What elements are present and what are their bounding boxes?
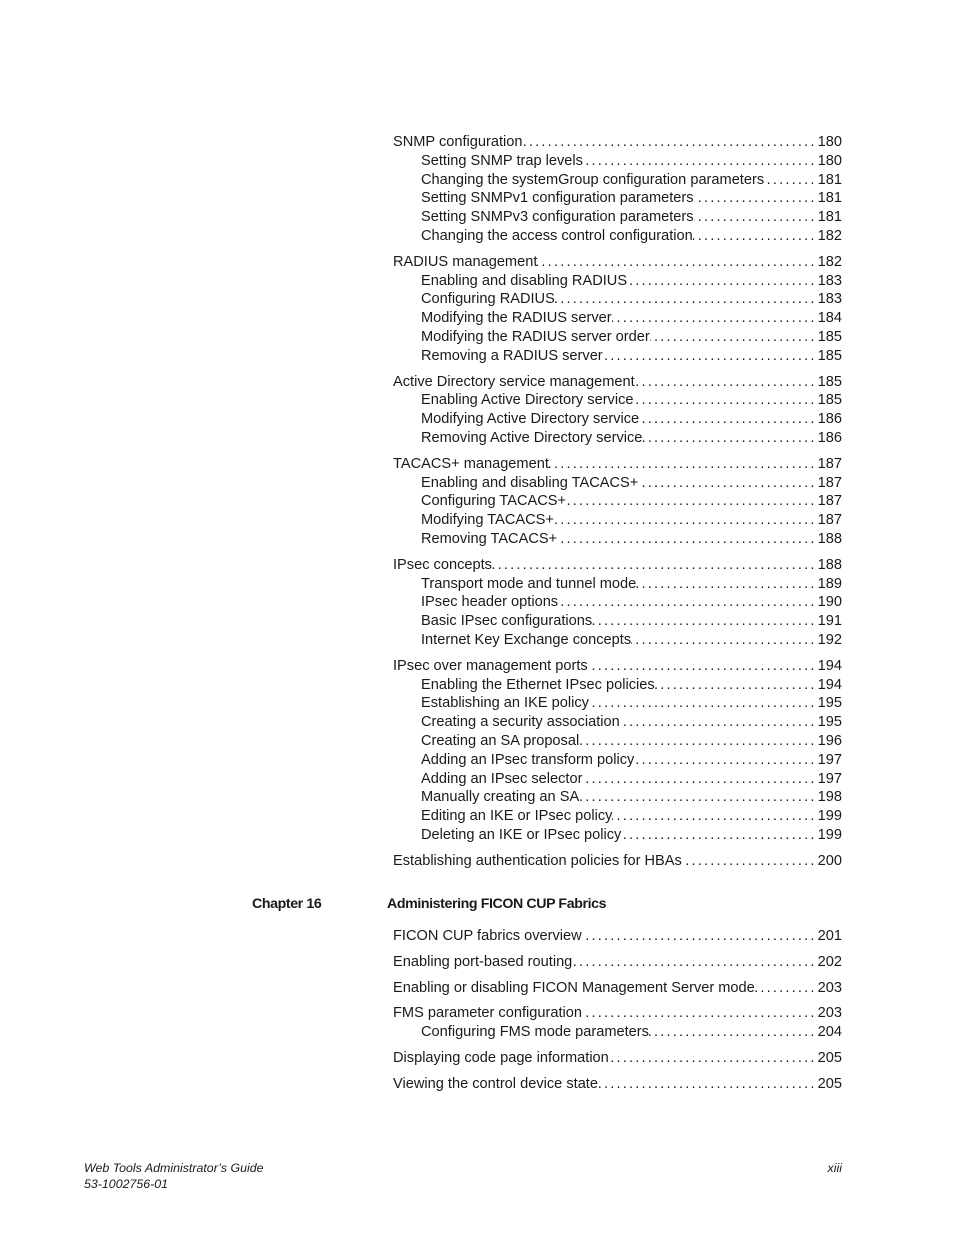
toc-subentry[interactable]	[393, 713, 842, 732]
entry-title: IPsec header options	[421, 594, 559, 611]
entry-title: Internet Key Exchange concepts	[421, 631, 632, 648]
toc-subentry[interactable]	[393, 328, 842, 347]
toc-subentry[interactable]	[393, 474, 842, 493]
entry-title: Changing the systemGroup configuration parameters	[421, 171, 765, 188]
dot-leader	[642, 429, 817, 448]
entry-title: Deleting an IKE or IPsec policy	[421, 826, 622, 843]
toc-subentry[interactable]	[393, 171, 842, 190]
entry-title: Creating an SA proposal	[421, 732, 580, 749]
entry-title: Basic IPsec configurations	[421, 613, 593, 630]
entry-page-number: 185	[817, 373, 842, 390]
toc-subentry[interactable]	[393, 807, 842, 826]
toc-subentry[interactable]	[393, 152, 842, 171]
entry-title: Establishing authentication policies for HBAs	[393, 852, 682, 869]
toc-entry[interactable]	[393, 556, 842, 575]
entry-page-number: 187	[817, 474, 842, 491]
dot-leader	[588, 657, 818, 676]
entry-title: Creating a security association	[421, 714, 620, 731]
entry-page-number: 200	[817, 852, 842, 869]
entry-title: Setting SNMP trap levels	[421, 152, 583, 169]
toc-group	[393, 852, 842, 871]
toc-subentry[interactable]	[393, 429, 842, 448]
dot-leader	[537, 253, 817, 272]
dot-leader	[639, 410, 817, 429]
entry-page-number: 199	[817, 826, 842, 843]
dot-leader	[549, 455, 818, 474]
entry-page-number: 196	[817, 732, 842, 749]
dot-leader	[598, 1075, 818, 1094]
entry-title: Configuring FMS mode parameters	[421, 1024, 649, 1041]
entry-title: Modifying the RADIUS server	[421, 310, 612, 327]
dot-leader	[579, 788, 817, 807]
entry-page-number: 181	[817, 190, 842, 207]
dot-leader	[589, 694, 818, 713]
entry-page-number: 186	[817, 429, 842, 446]
entry-page-number: 203	[817, 979, 842, 996]
chapter-title: Administering FICON CUP Fabrics	[387, 896, 607, 912]
toc-subentry[interactable]	[393, 575, 842, 594]
toc-subentry[interactable]	[393, 410, 842, 429]
entry-page-number: 197	[817, 770, 842, 787]
dot-leader	[592, 612, 817, 631]
entry-title: Establishing an IKE policy	[421, 695, 589, 712]
dot-leader	[557, 530, 818, 549]
entry-title: Transport mode and tunnel mode	[421, 575, 637, 592]
toc-entry[interactable]	[393, 1049, 842, 1068]
entry-page-number: 201	[817, 928, 842, 944]
dot-leader	[694, 208, 818, 227]
dot-leader	[572, 953, 817, 972]
entry-page-number: 190	[817, 594, 842, 611]
dot-leader	[609, 1049, 818, 1068]
entry-title: TACACS+ management	[393, 455, 549, 472]
toc-entry[interactable]	[393, 852, 842, 871]
entry-page-number: 182	[817, 253, 842, 270]
toc-subentry[interactable]	[393, 530, 842, 549]
entry-page-number: 185	[817, 392, 842, 409]
entry-page-number: 187	[817, 493, 842, 510]
entry-title: RADIUS management	[393, 253, 538, 270]
toc-entry[interactable]	[393, 1075, 842, 1094]
entry-page-number: 187	[817, 512, 842, 529]
entry-title: Active Directory service management	[393, 373, 635, 390]
dot-leader	[627, 272, 818, 291]
entry-page-number: 202	[817, 953, 842, 970]
dot-leader	[620, 713, 818, 732]
toc-subentry[interactable]	[393, 694, 842, 713]
toc-group	[393, 373, 842, 448]
entry-page-number: 192	[817, 631, 842, 648]
toc-subentry[interactable]	[393, 227, 842, 246]
entry-page-number: 198	[817, 789, 842, 806]
toc-subentry[interactable]	[393, 208, 842, 227]
toc-subentry[interactable]	[393, 631, 842, 650]
entry-page-number: 186	[817, 411, 842, 428]
entry-page-number: 181	[817, 209, 842, 226]
dot-leader	[554, 511, 818, 530]
dot-leader	[612, 309, 818, 328]
entry-title: Enabling and disabling TACACS+	[421, 474, 639, 491]
entry-title: IPsec over management ports	[393, 657, 588, 674]
entry-page-number: 183	[817, 291, 842, 308]
dot-leader	[612, 807, 817, 826]
toc-subentry[interactable]	[393, 1023, 842, 1042]
entry-page-number: 185	[817, 328, 842, 345]
toc-entry[interactable]	[393, 927, 842, 946]
toc-group	[393, 253, 842, 366]
entry-title: Modifying Active Directory service	[421, 411, 640, 428]
toc-list-chapter	[393, 927, 842, 1101]
dot-leader	[558, 593, 818, 612]
entry-page-number: 205	[817, 1075, 842, 1092]
toc-subentry[interactable]	[393, 593, 842, 612]
entry-title: Removing Active Directory service	[421, 429, 643, 446]
toc-subentry[interactable]	[393, 751, 842, 770]
toc-subentry[interactable]	[393, 676, 842, 695]
entry-page-number: 185	[817, 347, 842, 364]
entry-title: FICON CUP fabrics overview	[393, 928, 582, 944]
toc-entry[interactable]	[393, 657, 842, 676]
entry-page-number: 187	[817, 455, 842, 472]
entry-page-number: 205	[817, 1049, 842, 1066]
dot-leader	[579, 732, 817, 751]
dot-leader	[555, 290, 818, 309]
entry-page-number: 191	[817, 613, 842, 630]
entry-title: Setting SNMPv1 configuration parameters	[421, 190, 694, 207]
dot-leader	[582, 770, 817, 789]
entry-page-number: 194	[817, 676, 842, 693]
entry-title: IPsec concepts	[393, 556, 492, 573]
entry-title: Enabling and disabling RADIUS	[421, 272, 628, 289]
toc-subentry[interactable]	[393, 189, 842, 208]
entry-title: Adding an IPsec selector	[421, 770, 583, 787]
dot-leader	[634, 751, 817, 770]
toc-subentry[interactable]	[393, 290, 842, 309]
toc-subentry[interactable]	[393, 612, 842, 631]
entry-title: Modifying TACACS+	[421, 512, 554, 529]
entry-title: Enabling or disabling FICON Management Server mode	[393, 979, 755, 996]
toc-entry[interactable]	[393, 953, 842, 972]
dot-leader	[582, 927, 818, 946]
dot-leader	[638, 474, 817, 493]
entry-title: Enabling Active Directory service	[421, 392, 634, 409]
toc-subentry[interactable]	[393, 788, 842, 807]
toc-entry[interactable]	[393, 979, 842, 998]
toc-entry[interactable]	[393, 455, 842, 474]
toc-subentry[interactable]	[393, 511, 842, 530]
page-number: xiii	[827, 1161, 842, 1175]
entry-title: Modifying the RADIUS server order	[421, 328, 650, 345]
dot-leader	[566, 492, 818, 511]
entry-title: Removing TACACS+	[421, 530, 558, 547]
entry-title: Displaying code page information	[393, 1049, 609, 1066]
entry-title: Adding an IPsec transform policy	[421, 751, 635, 768]
entry-page-number: 203	[817, 1005, 842, 1022]
entry-page-number: 182	[817, 227, 842, 244]
dot-leader	[523, 133, 818, 152]
entry-page-number: 188	[817, 530, 842, 547]
entry-title: Configuring TACACS+	[421, 493, 567, 510]
entry-title: Editing an IKE or IPsec policy	[421, 808, 613, 825]
toc-group	[393, 455, 842, 549]
toc-group	[393, 979, 842, 998]
toc-subentry[interactable]	[393, 309, 842, 328]
entry-title: Viewing the control device state	[393, 1075, 598, 1092]
dot-leader	[636, 575, 817, 594]
dot-leader	[650, 328, 818, 347]
entry-title: FMS parameter configuration	[393, 1005, 582, 1022]
entry-page-number: 195	[817, 695, 842, 712]
toc-group	[393, 953, 842, 972]
entry-page-number: 181	[817, 171, 842, 188]
chapter-number: Chapter 16	[252, 896, 322, 912]
toc-group	[393, 1075, 842, 1094]
entry-page-number: 189	[817, 575, 842, 592]
toc-group	[393, 657, 842, 845]
entry-title: Configuring RADIUS	[421, 291, 555, 308]
toc-subentry[interactable]	[393, 272, 842, 291]
dot-leader	[634, 391, 818, 410]
toc-entry[interactable]	[393, 373, 842, 392]
toc-entry[interactable]	[393, 133, 842, 152]
toc-subentry[interactable]	[393, 826, 842, 845]
entry-page-number: 195	[817, 714, 842, 731]
dot-leader	[755, 979, 818, 998]
footer-left	[84, 1161, 264, 1192]
toc-group	[393, 927, 842, 946]
dot-leader	[582, 1004, 818, 1023]
dot-leader	[621, 826, 817, 845]
dot-leader	[693, 227, 818, 246]
entry-page-number: 194	[817, 657, 842, 674]
entry-page-number: 183	[817, 272, 842, 289]
toc-list-top	[393, 133, 842, 877]
entry-page-number: 199	[817, 808, 842, 825]
entry-title: Enabling the Ethernet IPsec policies	[421, 676, 655, 693]
dot-leader	[694, 189, 818, 208]
dot-leader	[631, 631, 818, 650]
entry-page-number: 180	[817, 152, 842, 169]
dot-leader	[603, 347, 818, 366]
dot-leader	[492, 556, 818, 575]
toc-group	[393, 133, 842, 246]
doc-number: 53-1002756-01	[84, 1176, 169, 1191]
toc-group	[393, 1004, 842, 1042]
toc-subentry[interactable]	[393, 492, 842, 511]
guide-title: Web Tools Administrator’s Guide	[84, 1161, 264, 1175]
toc-group	[393, 556, 842, 650]
entry-page-number: 180	[817, 134, 842, 150]
toc-subentry[interactable]	[393, 770, 842, 789]
entry-title: Manually creating an SA	[421, 789, 580, 806]
toc-entry[interactable]	[393, 253, 842, 272]
toc-entry[interactable]	[393, 1004, 842, 1023]
entry-title: Enabling port-based routing	[393, 953, 573, 970]
dot-leader	[583, 152, 818, 171]
dot-leader	[764, 171, 818, 190]
toc-group	[393, 1049, 842, 1068]
entry-page-number: 204	[817, 1024, 842, 1041]
entry-title: Removing a RADIUS server	[421, 347, 603, 364]
entry-title: SNMP configuration	[393, 134, 523, 150]
entry-page-number: 184	[817, 310, 842, 327]
toc-subentry[interactable]	[393, 347, 842, 366]
dot-leader	[655, 676, 818, 695]
toc-subentry[interactable]	[393, 391, 842, 410]
entry-page-number: 197	[817, 751, 842, 768]
dot-leader	[682, 852, 818, 871]
entry-page-number: 188	[817, 556, 842, 573]
dot-leader	[649, 1023, 818, 1042]
toc-subentry[interactable]	[393, 732, 842, 751]
entry-title: Setting SNMPv3 configuration parameters	[421, 209, 694, 226]
entry-title: Changing the access control configuration	[421, 227, 693, 244]
dot-leader	[635, 373, 818, 392]
